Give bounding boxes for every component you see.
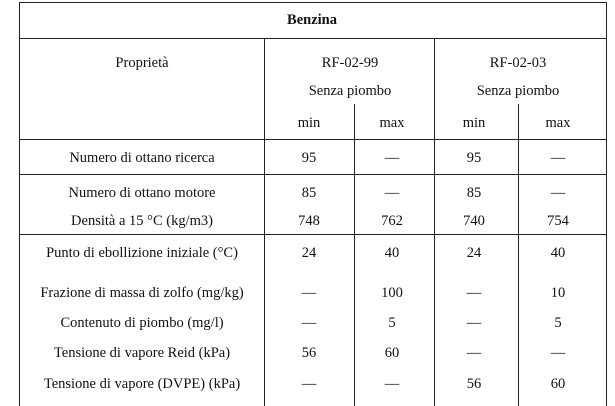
column-group-subtitle: Senza piombo [476,83,560,99]
cell-value: — [466,345,482,361]
cell-value: 10 [550,285,566,301]
cell-value: 60 [384,345,400,361]
row-label: Contenuto di piombo (mg/l) [60,315,224,331]
table-title: Benzina [287,12,337,28]
cell-value: 24 [301,245,317,261]
row-label: Tensione di vapore Reid (kPa) [53,345,231,361]
column-min-label: min [297,115,321,131]
row-label: Numero di ottano motore [68,185,216,201]
cell-value: — [466,285,482,301]
row-label: Numero di ottano ricerca [69,150,215,166]
cell-value: 100 [381,285,403,301]
property-header: Proprietà [115,55,169,71]
row-label: Densità a 15 °C (kg/m3) [71,213,213,229]
column-max-label: max [379,115,405,131]
cell-value: 762 [381,213,403,229]
cell-value: — [301,315,317,331]
column-group-code: RF-02-99 [321,55,379,71]
title-divider [19,38,607,39]
column-group-code: RF-02-03 [489,55,547,71]
cell-value: 85 [301,185,317,201]
table-left-border [19,2,20,406]
cell-value: 60 [550,376,566,392]
cell-value: 40 [550,245,566,261]
column-group-subtitle: Senza piombo [308,83,392,99]
column-divider-minmax-2 [518,104,519,406]
row-label: Frazione di massa di zolfo (mg/kg) [40,285,244,301]
cell-value: — [466,315,482,331]
cell-value: 24 [466,245,482,261]
cell-value: 95 [466,150,482,166]
table-right-border [606,2,607,406]
cell-value: — [550,185,566,201]
cell-value: 56 [466,376,482,392]
cell-value: — [550,150,566,166]
cell-value: 40 [384,245,400,261]
cell-value: — [384,376,400,392]
cell-value: 748 [298,213,320,229]
cell-value: — [301,285,317,301]
cell-value: — [550,345,566,361]
cell-value: 56 [301,345,317,361]
cell-value: 85 [466,185,482,201]
cell-value: 754 [547,213,569,229]
table-top-border [19,2,607,3]
cell-value: — [384,185,400,201]
row-label: Punto di ebollizione iniziale (°C) [46,245,238,261]
column-max-label: max [545,115,571,131]
cell-value: 740 [463,213,485,229]
column-divider-property [264,38,265,406]
row-label: Tensione di vapore (DVPE) (kPa) [43,376,241,392]
cell-value: 5 [388,315,396,331]
cell-value: 95 [301,150,317,166]
cell-value: — [301,376,317,392]
column-divider-minmax-1 [354,104,355,406]
column-divider-group [434,38,435,406]
cell-value: — [384,150,400,166]
column-min-label: min [462,115,486,131]
cell-value: 5 [554,315,562,331]
